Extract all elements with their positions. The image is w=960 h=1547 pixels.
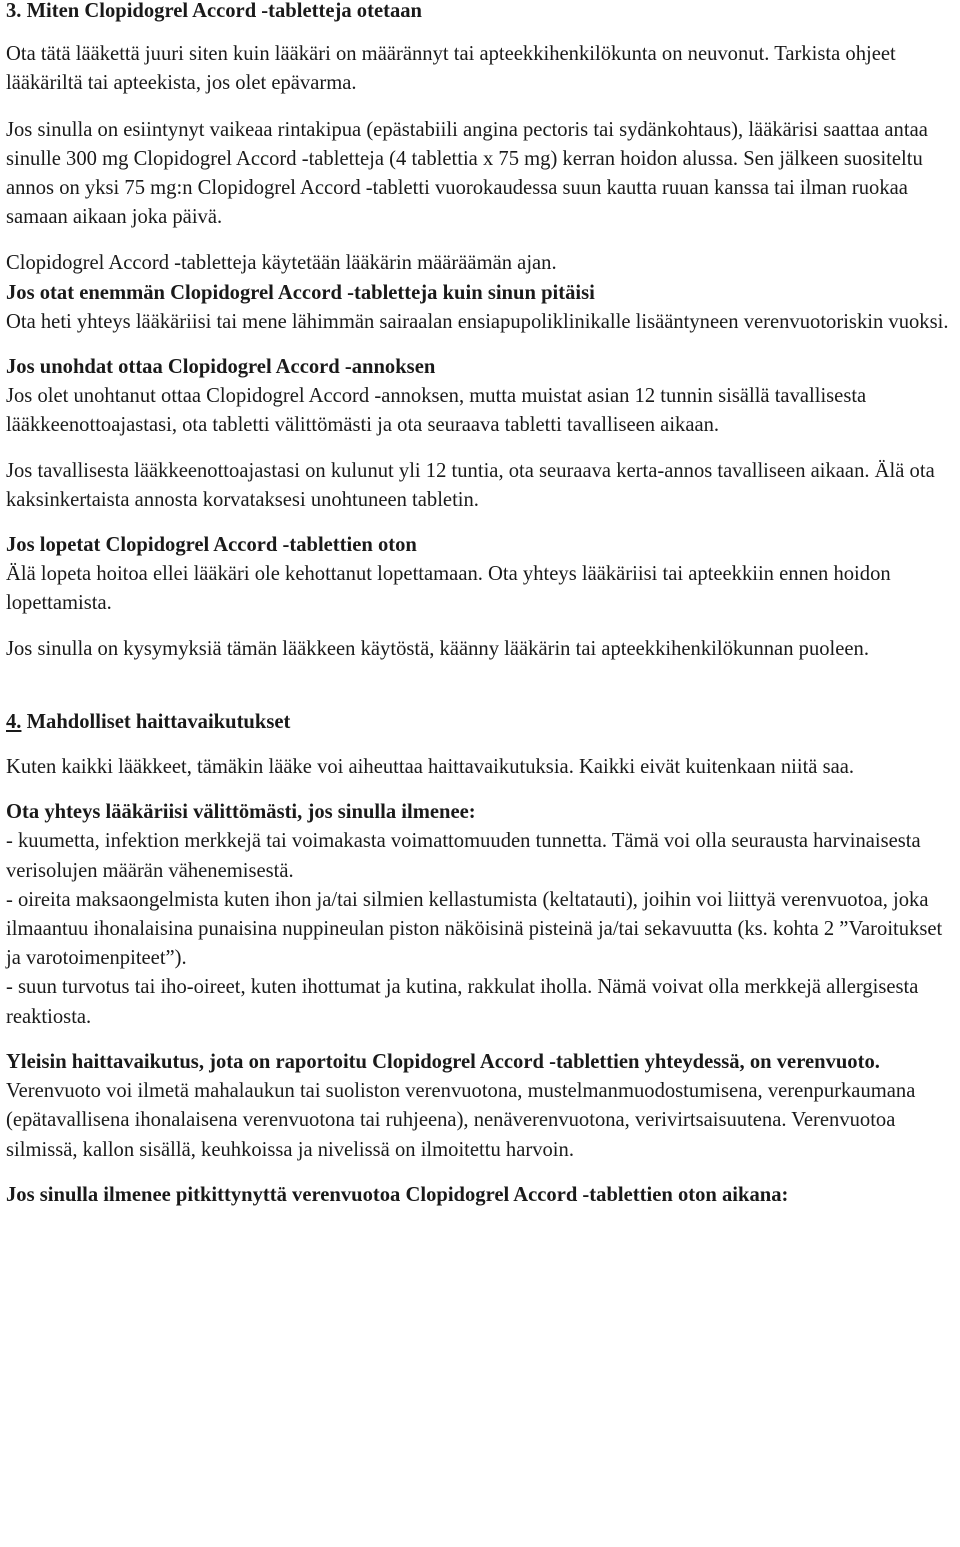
section-3-intro: Ota tätä lääkettä juuri siten kuin lääkäri on määrännyt tai apteekkihenkilökunta on neuvonut. Tarkista ohjeet lääkäriltä tai apteekista, jos olet epävarma. bbox=[6, 43, 896, 95]
dose-part-1: Jos sinulla on esiintynyt vaikeaa rintakipua (epästabiili angina pectoris tai sydänkohtaus), lääkärisi saattaa antaa sinulle 300 mg Clopidogrel Accord -tabletteja (4 tablettia x 75 mg) kerran hoidon alussa. bbox=[6, 118, 928, 170]
duration-text: Clopidogrel Accord -tabletteja käytetään lääkärin määräämän ajan. bbox=[6, 252, 557, 275]
stop-heading: Jos lopetat Clopidogrel Accord -tablettien oton bbox=[6, 534, 417, 557]
section-4-title-text: Mahdolliset haittavaikutukset bbox=[21, 710, 291, 733]
common-side-effect-text: Verenvuoto voi ilmetä mahalaukun tai suoliston verenvuotona, mustelmanmuodostumisena, verenpurkaumana (epätavallisena ihonalaisena verenvuotona tai ruhjeena), nenäverenvuotona, verivirtsaisuutena. Verenvuotoa silmissä, kallon sisällä, keuhkoissa ja nivelissä on ilmoitettu harvoin. bbox=[6, 1080, 916, 1161]
symptom-item: - kuumetta, infektion merkkejä tai voimakasta voimattomuuden tunnetta. Tämä voi olla seurausta harvinaisesta verisolujen määrän vähenemisestä. bbox=[6, 830, 921, 882]
symptom-item: - oireita maksaongelmista kuten ihon ja/tai silmien kellastumista (keltatauti), joihin voi liittyä verenvuotoa, joka ilmaantuu ihonalaisina punaisina nuppineulan piston näköisinä pisteinä ja/tai sekavuutta (ks. kohta 2 ”Varoitukset ja varotoimenpiteet”). bbox=[6, 888, 943, 970]
common-side-effect-bold: Yleisin haittavaikutus, jota on raportoitu Clopidogrel Accord -tablettien yhteydessä, on verenvuoto. bbox=[6, 1050, 880, 1073]
prolonged-bleeding-heading: Jos sinulla ilmenee pitkittynyttä verenvuotoa Clopidogrel Accord -tablettien oton aikana: bbox=[6, 1183, 789, 1206]
symptom-item: - suun turvotus tai iho-oireet, kuten ihottumat ja kutina, rakkulat iholla. Nämä voivat olla merkkejä allergisesta reaktiosta. bbox=[6, 976, 919, 1028]
dose-part-2: Sen jälkeen suositeltu annos on yksi 75 mg:n Clopidogrel Accord -tabletti vuorokaudessa suun kautta ruuan kanssa tai ilman ruokaa samaan aikaan joka päivä. bbox=[6, 147, 923, 229]
questions-text: Jos sinulla on kysymyksiä tämän lääkkeen käytöstä, käänny lääkärin tai apteekkihenkilökunnan puoleen. bbox=[6, 637, 869, 660]
dose-paragraph bbox=[6, 116, 954, 233]
section-4-number: 4. bbox=[6, 710, 22, 733]
overdose-text: Ota heti yhteys lääkäriisi tai mene lähimmän sairaalan ensiapupoliklinikalle lisääntyneen verenvuotoriskin vuoksi. bbox=[6, 310, 949, 333]
common-side-effect-paragraph bbox=[6, 1048, 954, 1165]
missed-dose-text-1: Jos olet unohtanut ottaa Clopidogrel Accord -annoksen, mutta muistat asian 12 tunnin sisällä tavallisesta lääkkeenottoajastasi, ota tabletti välittömästi ja ota seuraava tabletti tavalliseen aikaan. bbox=[6, 385, 867, 437]
section-4-title bbox=[6, 708, 954, 737]
section-3-title: 3. Miten Clopidogrel Accord -tabletteja otetaan bbox=[6, 0, 422, 22]
overdose-heading: Jos otat enemmän Clopidogrel Accord -tabletteja kuin sinun pitäisi bbox=[6, 281, 595, 304]
missed-dose-heading: Jos unohdat ottaa Clopidogrel Accord -annoksen bbox=[6, 356, 436, 379]
contact-heading: Ota yhteys lääkäriisi välittömästi, jos sinulla ilmenee: bbox=[6, 801, 476, 824]
stop-text: Älä lopeta hoitoa ellei lääkäri ole kehottanut lopettamaan. Ota yhteys lääkäriisi tai apteekkiin ennen hoidon lopettamista. bbox=[6, 563, 891, 615]
missed-dose-text-2: Jos tavallisesta lääkkeenottoajastasi on kulunut yli 12 tuntia, ota seuraava kerta-annos tavalliseen aikaan. Älä ota kaksinkertaista annosta korvataksesi unohtuneen tabletin. bbox=[6, 459, 935, 511]
section-4-intro: Kuten kaikki lääkkeet, tämäkin lääke voi aiheuttaa haittavaikutuksia. Kaikki eivät kuitenkaan niitä saa. bbox=[6, 756, 855, 779]
